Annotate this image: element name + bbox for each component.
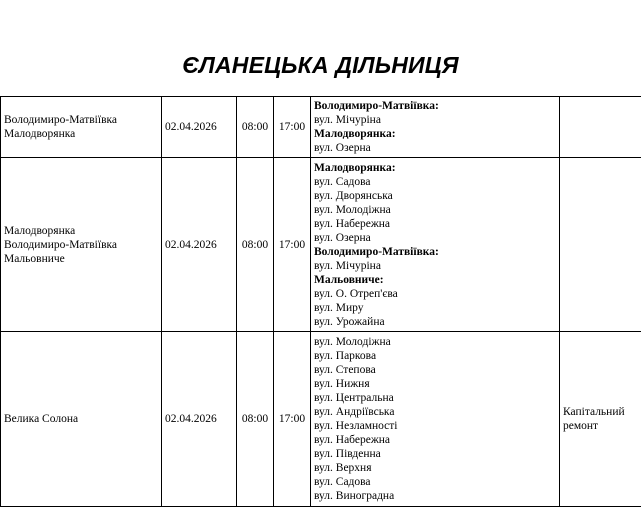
streets-cell bbox=[311, 97, 560, 158]
street-item: вул. Нижня bbox=[314, 378, 370, 390]
reason-cell bbox=[560, 97, 641, 158]
street-item: вул. Мічуріна bbox=[314, 259, 381, 272]
reason-cell bbox=[560, 158, 641, 332]
street-item: вул. Південна bbox=[314, 448, 381, 460]
locations-cell bbox=[1, 332, 162, 507]
reason-text: Капітальний bbox=[563, 406, 625, 418]
street-item: вул. Молодіжна bbox=[314, 203, 391, 216]
location-name: Малодворянка bbox=[4, 128, 76, 140]
end-time-cell: 17:00 bbox=[274, 332, 311, 507]
street-item: вул. Молодіжна bbox=[314, 336, 391, 348]
street-item: вул. Верхня bbox=[314, 462, 372, 474]
street-item: вул. Дворянська bbox=[314, 189, 393, 202]
streets-cell bbox=[311, 332, 560, 507]
street-item: вул. Мічуріна bbox=[314, 114, 381, 126]
street-item: вул. Виноградна bbox=[314, 490, 395, 502]
location-name: Мальовниче bbox=[4, 252, 65, 265]
date-cell: 02.04.2026 bbox=[162, 158, 237, 332]
street-item: вул. Центральна bbox=[314, 392, 394, 404]
location-name: Малодворянка bbox=[4, 224, 76, 237]
start-time-cell: 08:00 bbox=[237, 332, 274, 507]
streets-cell bbox=[311, 158, 560, 332]
location-name: Велика Солона bbox=[4, 413, 79, 425]
street-item: вул. Садова bbox=[314, 476, 371, 488]
date-cell: 02.04.2026 bbox=[162, 332, 237, 507]
street-item: вул. Набережна bbox=[314, 434, 391, 446]
table-row bbox=[1, 97, 641, 158]
reason-text: ремонт bbox=[563, 420, 599, 432]
end-time-cell: 17:00 bbox=[274, 158, 311, 332]
start-time-cell: 08:00 bbox=[237, 158, 274, 332]
street-item: вул. Миру bbox=[314, 301, 364, 314]
location-name: Володимиро-Матвіївка bbox=[4, 238, 118, 251]
reason-cell bbox=[560, 332, 641, 507]
street-item: вул. Садова bbox=[314, 175, 371, 188]
settlement-heading: Володимиро-Матвіївка: bbox=[314, 245, 439, 258]
date-cell: 02.04.2026 bbox=[162, 97, 237, 158]
street-item: вул. Озерна bbox=[314, 142, 371, 154]
street-item: вул. Набережна bbox=[314, 217, 391, 230]
street-item: вул. Андріївська bbox=[314, 406, 395, 418]
street-item: вул. Степова bbox=[314, 364, 376, 376]
street-item: вул. Незламності bbox=[314, 420, 398, 432]
outage-schedule-table bbox=[0, 96, 641, 507]
locations-cell bbox=[1, 158, 162, 332]
settlement-heading: Малодворянка: bbox=[314, 161, 396, 174]
table-row bbox=[1, 332, 641, 507]
street-item: вул. Паркова bbox=[314, 350, 377, 362]
start-time-cell: 08:00 bbox=[237, 97, 274, 158]
settlement-heading: Мальовниче: bbox=[314, 273, 384, 286]
location-name: Володимиро-Матвіївка bbox=[4, 114, 118, 126]
street-item: вул. О. Отреп'єва bbox=[314, 287, 398, 300]
locations-cell bbox=[1, 97, 162, 158]
page-title: ЄЛАНЕЦЬКА ДІЛЬНИЦЯ bbox=[182, 52, 459, 78]
table-row bbox=[1, 158, 641, 332]
end-time-cell: 17:00 bbox=[274, 97, 311, 158]
settlement-heading: Малодворянка: bbox=[314, 128, 396, 140]
street-item: вул. Урожайна bbox=[314, 315, 385, 328]
settlement-heading: Володимиро-Матвіївка: bbox=[314, 100, 439, 112]
street-item: вул. Озерна bbox=[314, 231, 371, 244]
